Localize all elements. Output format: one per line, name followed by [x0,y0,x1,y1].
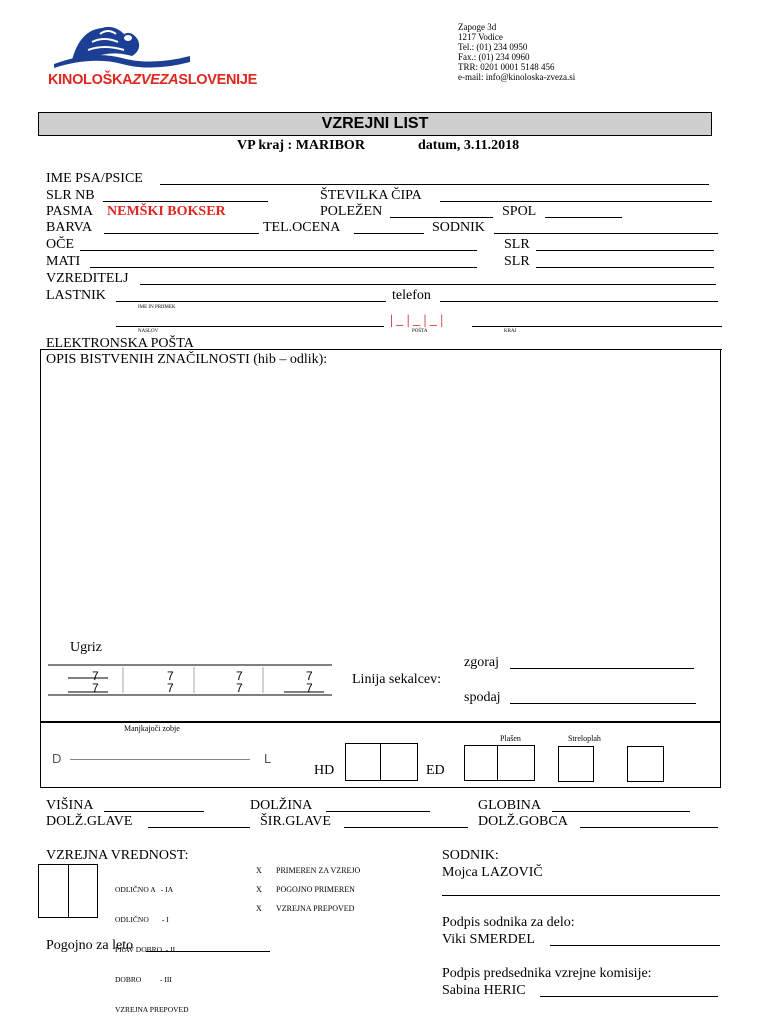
field-visina[interactable] [104,811,204,812]
field-slr-mati[interactable] [536,267,714,268]
grade-item: ODLIČNO - I [115,915,169,924]
org-name [48,72,257,88]
option-pogojno: POGOJNO PRIMEREN [276,885,355,894]
label-slr-oce: SLR [504,237,530,252]
label-polezen: POLEŽEN [320,204,383,219]
breeding-label: VZREJNA VREDNOST: [46,848,189,863]
x-mark[interactable]: X [256,885,262,894]
event-date: datum, 3.11.2018 [418,138,520,153]
breeding-box-divider [68,865,69,917]
label-dolz-gobca: DOLŽ.GOBCA [478,814,568,829]
label-stevilka-cipa: ŠTEVILKA ČIPA [320,188,422,203]
grade-item: DOBRO - III [115,975,172,984]
address-line: 1217 Vodice [458,32,503,42]
posta-boxes[interactable]: | _ | _ | _ | [390,313,444,328]
address-line: Zapoge 3d [458,22,497,32]
field-oce[interactable] [80,250,477,251]
caption-kraj: KRAJ [504,329,517,334]
org-name-part3: SLOVENIJE [178,72,258,88]
missing-teeth-label: Manjkajoči zobje [124,724,180,733]
zgoraj-label: zgoraj [464,655,499,670]
hd-label: HD [314,763,335,778]
label-slr-nb: SLR NB [46,188,95,203]
field-globina[interactable] [552,811,690,812]
option-prepoved: VZREJNA PREPOVED [276,904,355,913]
page-title: VZREJNI LIST [321,115,429,132]
field-pogojno[interactable] [146,951,270,952]
label-sodnik: SODNIK [432,220,485,235]
field-spodaj[interactable] [510,703,696,704]
caption-posta: POŠTA [412,329,428,334]
label-globina: GLOBINA [478,798,541,813]
hd-box-1[interactable] [345,743,381,781]
streloplah-label: Streloplah [568,734,601,743]
option-primeren: PRIMEREN ZA VZREJO [276,866,361,875]
address-line: Tel.: (01) 234 0950 [458,42,528,52]
teeth-line[interactable] [70,759,250,760]
podpis-dela-line[interactable] [550,945,720,946]
podpis-dela-name: Viki SMERDEL [442,932,535,947]
plasen-box-1[interactable] [464,745,498,781]
label-barva: BARVA [46,220,93,235]
x-mark[interactable]: X [256,866,262,875]
field-stevilka-cipa[interactable] [440,201,712,202]
streloplah-box-1[interactable] [558,746,594,782]
label-sir-glave: ŠIR.GLAVE [260,814,331,829]
label-telefon: telefon [392,288,431,303]
label-slr-mati: SLR [504,254,530,269]
svg-text:7: 7 [236,669,243,683]
field-tel-ocena[interactable] [354,233,424,234]
bite-diagram [48,662,334,698]
field-slr-oce[interactable] [536,250,714,251]
label-dolzina: DOLŽINA [250,798,313,813]
logo [48,20,268,95]
field-spol[interactable] [545,217,622,218]
dog-logo-icon [52,20,192,70]
grade-item: PRAV DOBRO - II [115,945,176,954]
description-label: OPIS BISTVENIH ZNAČILNOSTI (hib – odlik): [46,352,328,367]
pasma-value: NEMŠKI BOKSER [107,204,226,219]
event-place: VP kraj : MARIBOR [237,138,365,153]
field-vzreditelj[interactable] [140,284,716,285]
field-zgoraj[interactable] [510,668,694,669]
label-pasma: PASMA [46,204,93,219]
address-line: Fax.: (01) 234 0960 [458,52,530,62]
field-slr-nb[interactable] [103,201,268,202]
caption-naslov: NASLOV [138,329,159,334]
field-sodnik[interactable] [494,233,718,234]
podpis-pred-line[interactable] [540,996,718,997]
bite-diagram-icon [48,662,334,698]
label-tel-ocena: TEL.OCENA [263,220,341,235]
label-dolz-glave: DOLŽ.GLAVE [46,814,133,829]
label-eposta: ELEKTRONSKA POŠTA [46,336,194,351]
label-vzreditelj: VZREDITELJ [46,271,129,286]
label-oce: OČE [46,237,74,252]
field-dolz-gobca[interactable] [580,827,718,828]
field-dolzina[interactable] [326,811,430,812]
pogojno-label: Pogojno za leto [46,938,134,953]
plasen-box-2[interactable] [497,745,535,781]
x-mark[interactable]: X [256,904,262,913]
podpis-pred-name: Sabina HERIC [442,983,526,998]
address-line: e-mail: info@kinoloska-zveza.si [458,72,576,82]
tooth-d: D [52,751,62,766]
svg-text:7: 7 [306,681,313,695]
tooth-l: L [264,751,272,766]
plasen-label: Plašen [500,734,521,743]
label-ime-psa: IME PSA/PSICE [46,171,143,186]
svg-text:7: 7 [92,681,99,695]
label-visina: VIŠINA [46,798,94,813]
org-name-part1: KINOLOŠKA [48,72,133,88]
label-mati: MATI [46,254,81,269]
sodnik-name: Mojca LAZOVIČ [442,865,543,880]
svg-text:7: 7 [306,669,313,683]
label-spol: SPOL [502,204,537,219]
field-mati[interactable] [90,267,477,268]
incisors-label: Linija sekalcev: [352,672,442,687]
podpis-pred-label: Podpis predsednika vzrejne komisije: [442,966,652,981]
field-barva[interactable] [104,233,259,234]
svg-text:7: 7 [167,681,174,695]
title-bar [38,112,712,136]
svg-text:7: 7 [167,669,174,683]
spodaj-label: spodaj [464,690,501,705]
field-polezen[interactable] [390,217,493,218]
podpis-dela-label: Podpis sodnika za delo: [442,915,575,930]
address-block [458,22,575,82]
label-lastnik: LASTNIK [46,288,106,303]
ugriz-label: Ugriz [70,640,102,655]
caption-ime-priimek: IME IN PRIIMEK [138,305,176,310]
hd-box-2[interactable] [380,743,418,781]
field-ime-psa[interactable] [160,184,709,185]
sodnik-signature-line[interactable] [442,895,720,896]
sodnik-label: SODNIK: [442,848,499,863]
field-dolz-glave[interactable] [148,827,250,828]
field-naslov[interactable] [116,326,384,327]
field-telefon[interactable] [440,301,718,302]
address-line: TRR: 0201 0001 5148 456 [458,62,555,72]
svg-text:7: 7 [236,681,243,695]
grade-item: VZREJNA PREPOVED [115,1005,189,1014]
field-sir-glave[interactable] [344,827,468,828]
field-lastnik[interactable] [116,301,386,302]
svg-text:7: 7 [92,669,99,683]
field-kraj[interactable] [472,326,722,327]
ed-label: ED [426,763,445,778]
org-name-part2: ZVEZA [132,72,179,88]
grade-item: ODLIČNO A - IA [115,885,174,894]
streloplah-box-2[interactable] [627,746,664,782]
